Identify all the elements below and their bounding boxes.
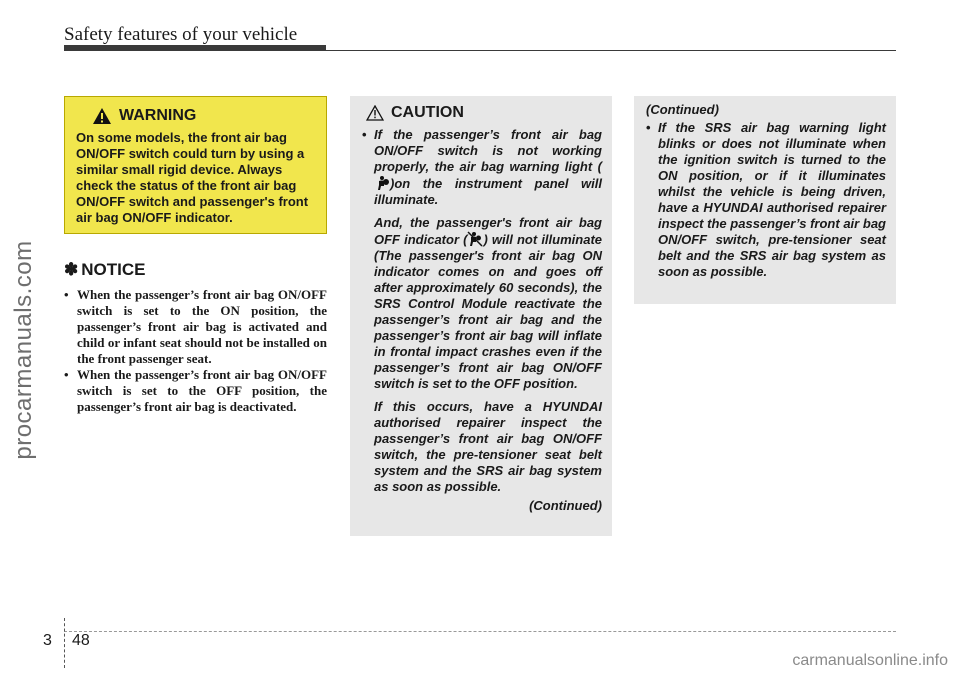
caution-title: CAUTION — [391, 104, 464, 121]
notice-item: • When the passenger’s front air bag ON/OFF switch is set to the ON position, the passenger’s front air bag is activated and child or infant seat should not be installed on the front passenger seat. — [64, 287, 327, 366]
warning-heading — [92, 107, 316, 125]
caution-paragraph-3: If this occurs, have a HYUNDAI authorised repairer inspect the passenger’s front air bag ON/OFF switch, the pre-tensioner seat belt system and the SRS air bag system as soon as possible. — [374, 399, 602, 494]
warning-triangle-icon — [92, 107, 112, 125]
caution-continued-box — [634, 96, 896, 304]
page-header-title: Safety features of your vehicle — [64, 24, 298, 45]
caution-continued-paragraph: • If the SRS air bag warning light blinks or does not illuminate when the ignition switch is turned to the ON position, or if it illuminates whilst the vehicle is being driven, have a HYUNDAI authorised repairer inspect the passenger’s front air bag ON/OFF switch, pre-tensioner seat belt and the SRS air bag system as soon as possible. — [646, 120, 886, 279]
notice-title: NOTICE — [81, 260, 146, 279]
continued-label: (Continued) — [646, 102, 719, 117]
footer-rule — [64, 631, 896, 632]
side-watermark: procarmanuals.com — [10, 240, 37, 460]
footer-page-number: 48 — [72, 632, 90, 649]
warning-box — [64, 96, 327, 234]
header-rule-thick — [64, 45, 326, 51]
warning-title: WARNING — [119, 107, 197, 124]
notice-star-icon: ✽ — [64, 260, 79, 279]
passenger-airbag-off-icon — [467, 231, 483, 247]
caution-paragraph-2: And, the passenger's front air bag OFF indicator ( ) will not illuminate (The passenger's front air bag ON indicator comes on and goes off after approximately 60 seconds), the SRS Control Module reactivate the passenger’s front air bag and the passenger’s front air bag will inflate in frontal impact crashes even if the passenger’s front air bag ON/OFF switch is set to the OFF position. — [374, 215, 602, 391]
caution-paragraph-1: • If the passenger’s front air bag ON/OFF switch is not working properly, the air bag warning light ()on the instrument panel will illuminate. — [362, 127, 602, 207]
caution-triangle-icon — [366, 105, 384, 121]
caution-continued: (Continued) — [529, 498, 602, 513]
notice-list — [64, 287, 327, 415]
notice-heading — [64, 260, 145, 280]
footer-chapter-number: 3 — [43, 632, 52, 649]
bottom-watermark: carmanualsonline.info — [792, 652, 948, 669]
notice-item: • When the passenger’s front air bag ON/OFF switch is set to the OFF position, the passenger’s front air bag is deactivated. — [64, 367, 327, 414]
caution-box — [350, 96, 612, 536]
header-rule-thin — [326, 50, 896, 51]
airbag-warning-light-icon — [374, 175, 390, 191]
caution-heading — [366, 105, 602, 121]
footer-divider — [64, 618, 65, 668]
warning-text: On some models, the front air bag ON/OFF switch could turn by using a similar small rigid device. Always check the status of the front air bag ON/OFF switch and passenger's front air bag ON/OFF indicator. — [76, 130, 309, 225]
